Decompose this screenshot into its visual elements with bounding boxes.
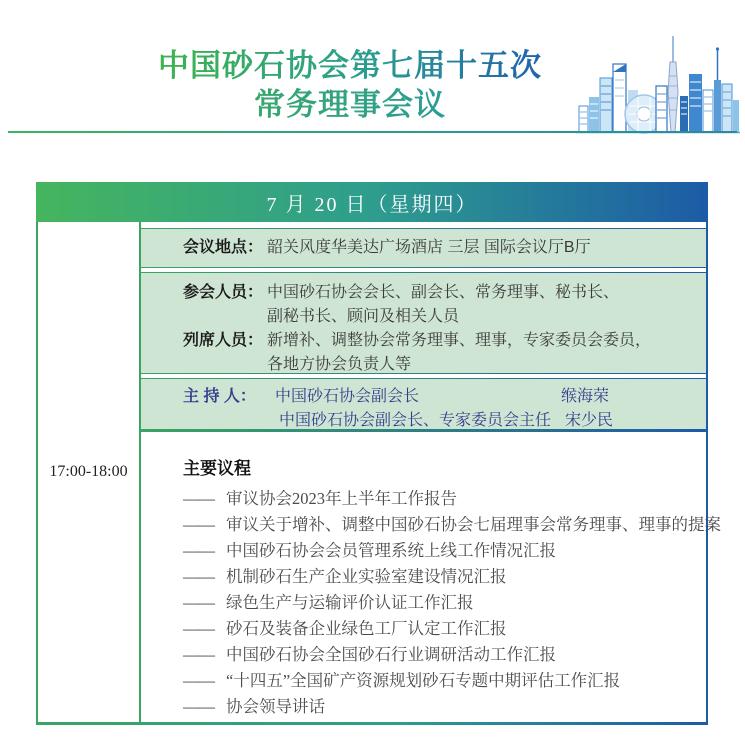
- agenda-item-text: 机制砂石生产企业实验室建设情况汇报: [226, 567, 507, 586]
- agenda-item-text: 中国砂石协会全国砂石行业调研活动工作汇报: [226, 645, 556, 664]
- agenda-item-8: [183, 668, 700, 694]
- participants-line1: 中国砂石协会会长、副会长、常务理事、秘书长、: [267, 284, 620, 301]
- agenda-item-text: “十四五”全国矿产资源规划砂石专题中期评估工作汇报: [226, 671, 621, 690]
- schedule-date-header: [36, 182, 708, 222]
- dash: ——: [183, 567, 214, 586]
- dash: ——: [183, 645, 214, 664]
- location-row: [141, 228, 706, 268]
- agenda-item-4: [183, 564, 700, 590]
- dash: ——: [183, 515, 214, 534]
- page-title-line1: 中国砂石协会第七届十五次: [158, 48, 542, 83]
- time-cell: [38, 222, 141, 722]
- schedule-table: [36, 182, 721, 725]
- dash: ——: [183, 671, 214, 690]
- participants-entry: [183, 281, 698, 329]
- observers-entry: [183, 329, 698, 377]
- time-text: 17:00-18:00: [49, 463, 128, 480]
- agenda-item-text: 砂石及装备企业绿色工厂认定工作汇报: [226, 619, 507, 638]
- dash: ——: [183, 489, 214, 508]
- location-label: 会议地点：: [183, 239, 264, 256]
- agenda-item-text: 审议关于增补、调整中国砂石协会七届理事会常务理事、理事的提案: [226, 515, 721, 534]
- dash: ——: [183, 697, 214, 716]
- host-name-2: 宋少民: [565, 412, 614, 429]
- agenda-item-text: 审议协会2023年上半年工作报告: [226, 489, 457, 508]
- agenda-item-5: [183, 590, 700, 616]
- table-bottom-border: [36, 722, 708, 725]
- hosts-label: 主 持 人：: [183, 388, 256, 405]
- agenda-item-1: [183, 486, 700, 512]
- city-skyline-illustration: [576, 34, 741, 140]
- agenda-item-text: 协会领导讲话: [226, 697, 325, 716]
- page-title-line2: 常务理事会议: [254, 87, 446, 122]
- agenda-item-2: [183, 512, 721, 538]
- dash: ——: [183, 619, 214, 638]
- agenda-item-6: [183, 616, 700, 642]
- hosts-row: [141, 378, 706, 432]
- dash: ——: [183, 593, 214, 612]
- dash: ——: [183, 541, 214, 560]
- agenda-item-text: 绿色生产与运输评价认证工作汇报: [226, 593, 474, 612]
- host-entry-1: [183, 385, 698, 409]
- observers-line2: 各地方协会负责人等: [267, 356, 412, 373]
- agenda-item-9: [183, 694, 700, 720]
- agenda-section: [141, 432, 721, 722]
- agenda-item-7: [183, 642, 700, 668]
- host-role-1: 中国砂石协会副会长: [275, 388, 420, 405]
- agenda-item-3: [183, 538, 700, 564]
- agenda-heading: 主要议程: [183, 459, 251, 478]
- date-header-text: 7 月 20 日（星期四）: [266, 193, 478, 216]
- agenda-item-text: 中国砂石协会会员管理系统上线工作情况汇报: [226, 541, 556, 560]
- host-entry-2: [183, 409, 698, 433]
- location-value: 韶关风度华美达广场酒店 三层 国际会议厅B厅: [267, 239, 591, 256]
- page-title: [70, 46, 630, 124]
- header-divider-line: [8, 131, 737, 133]
- host-role-2: 中国砂石协会副会长、专家委员会主任: [279, 412, 552, 429]
- observers-label: 列席人员：: [183, 332, 264, 349]
- participants-line2: 副秘书长、顾问及相关人员: [267, 308, 460, 325]
- schedule-content-column: [141, 222, 721, 722]
- schedule-table-body: [36, 222, 721, 722]
- observers-line1: 新增补、调整协会常务理事、理事，专家委员会委员，: [267, 332, 652, 349]
- host-name-1: 缑海荣: [561, 388, 610, 405]
- participants-label: 参会人员：: [183, 284, 264, 301]
- attendees-row: [141, 272, 706, 374]
